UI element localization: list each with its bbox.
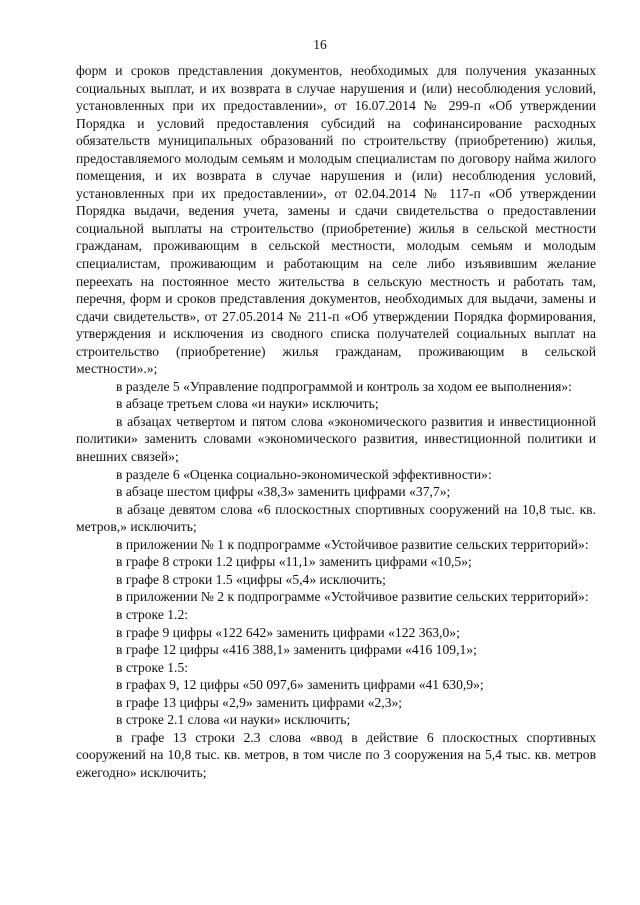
document-body: [76, 62, 596, 781]
paragraph-appendix-2: в приложении № 2 к подпрограмме «Устойчивое развитие сельских территорий»:: [116, 589, 589, 605]
paragraph-row-1-2: в строке 1.2:: [116, 606, 189, 622]
paragraph-row-2-1: в строке 2.1 слова «и науки» исключить;: [116, 712, 351, 728]
paragraph-appendix-1: в приложении № 1 к подпрограмме «Устойчивое развитие сельских территорий»:: [116, 536, 589, 552]
paragraph-section-5-abzac-3: в абзаце третьем слова «и науки» исключить;: [116, 396, 379, 412]
paragraph-row-1-5: в строке 1.5:: [116, 659, 189, 675]
paragraph-appendix-1-row-1-2: в графе 8 строки 1.2 цифры «11,1» заменить цифрами «10,5»;: [116, 554, 472, 570]
paragraph-section-5-abzac-4-5: в абзацах четвертом и пятом слова «экономического развития и инвестиционной политики» заменить словами «экономического развития, инвестиционной политики и внешних связей»;: [76, 413, 596, 465]
paragraph-continuation: форм и сроков представления документов, необходимых для получения указанных социальных выплат, и их возврата в случае нарушения и (или) несоблюдения условий, установленных при их предоставлении», от 16.07.2014 № 299-п «Об утверждении Порядка и условий предоставления субсидий на софинансирование расходных обязательств муниципальных образований по строительству (приобретению) жилья, предоставляемого молодым семьям и молодым специалистам по договору найма жилого помещения, и их возврата в случае нарушения и (или) несоблюдения условий, установленных при их предоставлении», от 02.04.2014 № 117-п «Об утверждении Порядка выдачи, ведения учета, замены и сдачи свидетельства о предоставлении социальной выплаты на строительство (приобретение) жилья в сельской местности гражданам, проживающим в сельской местности, молодым семьям и молодым специалистам, проживающим и работающим на селе либо изъявившим желание переехать на постоянное место жительства в сельскую местность и работать там, перечня, форм и сроков представления документов, необходимых для выдачи, замены и сдачи свидетельств», от 27.05.2014 № 211-п «Об утверждении Порядка формирования, утверждения и исключения из сводного списка получателей социальных выплат на строительство (приобретение) жилья гражданам, проживающим в сельской местности».»;: [76, 63, 596, 377]
paragraph-section-6-abzac-9: в абзаце девятом слова «6 плоскостных спортивных сооружений на 10,8 тыс. кв. метров,» исключить;: [76, 501, 596, 535]
paragraph-row-1-2-column-9: в графе 9 цифры «122 642» заменить цифрами «122 363,0»;: [116, 624, 460, 640]
paragraph-appendix-1-row-1-5: в графе 8 строки 1.5 «цифры «5,4» исключить;: [116, 571, 386, 587]
paragraph-row-2-3-column-13: в графе 13 строки 2.3 слова «ввод в действие 6 плоскостных спортивных сооружений на 10,8 тыс. кв. метров, в том числе по 3 сооружения на 5,4 тыс. кв. метров ежегодно» исключить;: [76, 729, 596, 780]
page-number: 16: [313, 37, 327, 52]
paragraph-section-6-abzac-6: в абзаце шестом цифры «38,3» заменить цифрами «37,7»;: [116, 484, 451, 500]
paragraph-row-1-5-columns-9-12: в графах 9, 12 цифры «50 097,6» заменить цифрами «41 630,9»;: [116, 677, 484, 693]
paragraph-section-6: в разделе 6 «Оценка социально-экономической эффективности»:: [116, 466, 492, 482]
paragraph-section-5: в разделе 5 «Управление подпрограммой и контроль за ходом ее выполнения»:: [116, 378, 572, 394]
paragraph-row-1-5-column-13: в графе 13 цифры «2,9» заменить цифрами «2,3»;: [116, 694, 403, 710]
paragraph-row-1-2-column-12: в графе 12 цифры «416 388,1» заменить цифрами «416 109,1»;: [116, 642, 477, 658]
